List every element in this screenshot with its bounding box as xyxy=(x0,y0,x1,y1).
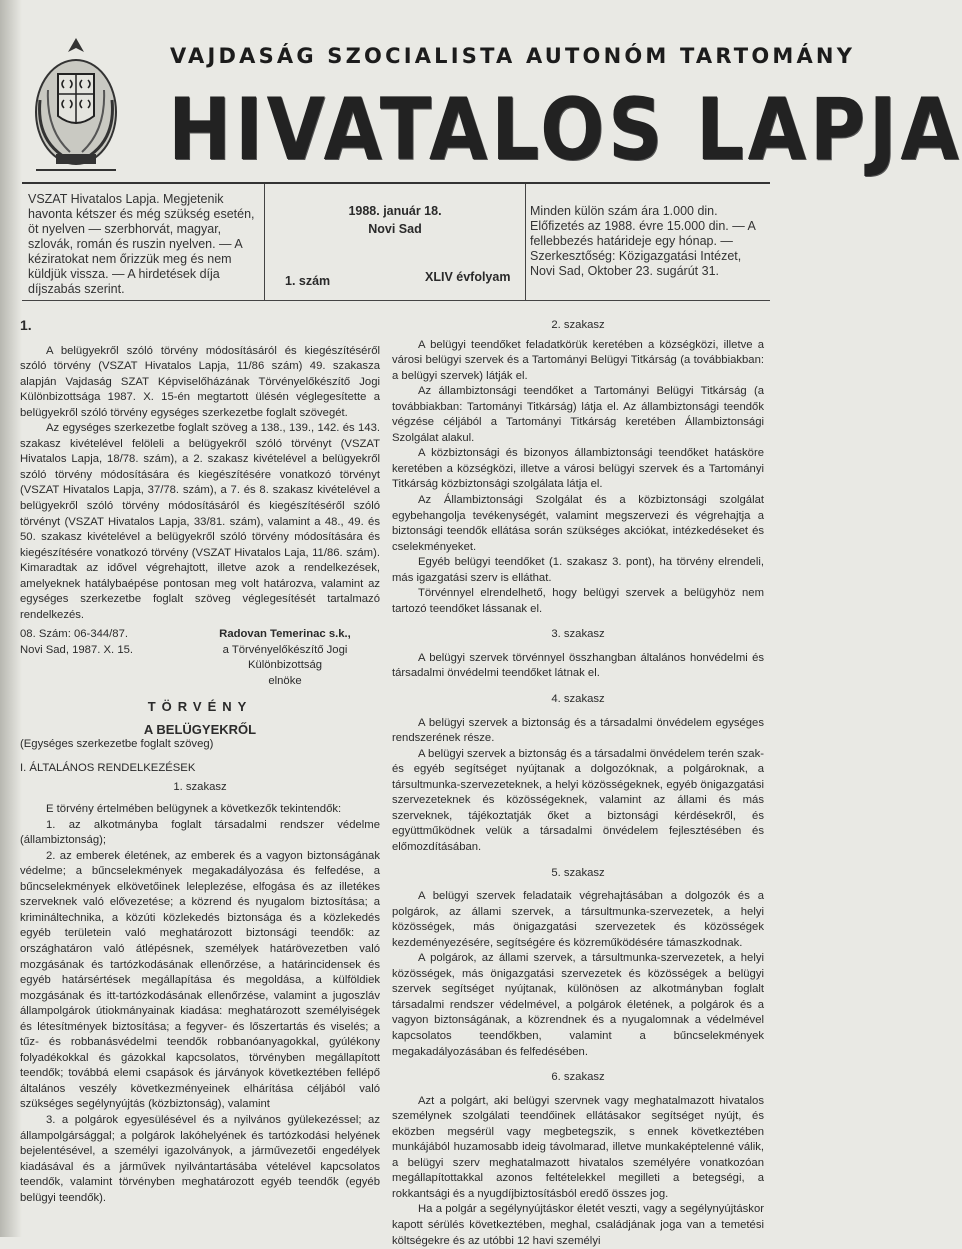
chapter-title: I. ÁLTALÁNOS RENDELKEZÉSEK xyxy=(20,761,196,774)
section-title: 4. szakasz xyxy=(551,693,605,706)
law-subject: A BELÜGYEKRŐL xyxy=(143,722,257,738)
signer-role: Különbizottság xyxy=(247,659,323,672)
reference xyxy=(20,627,133,658)
section-paragraph: Egyéb belügyi teendőket (1. szakasz 3. pont), ha törvény elrendeli, más igazgatási szerv is elláthat. xyxy=(392,556,764,584)
section-paragraph: A belügyi szervek feladataik végrehajtásában a dolgozók és a polgárok, az állami szervek, a társultmunka-szervezetek, a helyi közösségek, más önigazgatási szervezetek és közösségek kezdeményezésére, segítségére és közreműködésére támaszkodnak. xyxy=(392,890,764,949)
reference-place-date: Novi Sad, 1987. X. 15. xyxy=(20,643,134,656)
right-column xyxy=(392,318,764,1249)
section-paragraph: A belügyi szervek a biztonság és a társadalmi önvédelem egységes rendszerének része. xyxy=(392,716,764,745)
section-title: 3. szakasz xyxy=(551,628,605,641)
section-list-item: 1. az alkotmányba foglalt társadalmi rendszer védelme (állambiztonság); xyxy=(20,818,380,847)
section-list-item: 3. a polgárok egyesülésével és a nyilvános gyülekezéssel; az állampolgársággal; a polgárok lakóhelyének és tartózkodási helyének bejelentésével, a személyi igazolványok, a járművezetői engedélyek kiadásával és a járművek nyilvántartásába vételével kapcsolatos teendők, valamint törvényben meghatározott egyéb teendők (egyéb belügyi teendők). xyxy=(20,1113,380,1204)
section-list-item: 2. az emberek életének, az emberek és a vagyon biztonságának védelme; a bűncselekmények megakadályozása és felfedése, a bűncselekmények elkövetőinek leleplezése, elfogása és az illetékes szerveknek való elővezetése; a közrend és nyugalom biztosítása; a krimináltechnika, a közúti közlekedés biztonsága és a közlekedés egyéb területein való meghatározott biztonsági teendők: az országhatáron való átlépésnek, személyek határövezetben való mozgásának és tartózkodásának ellenőrzése, a határincidensek és egyéb határsértések megállapítása és megoldása, a külföldiek mozgásának és itt-tartózkodásának ellenőrzése, valamint a jugoszláv állampolgárok útiokmányainak kiadása: meghatározott személyiségek és létesítmények biztosítása; a fegyver- és lőszertartás és viselés; a tűz- és robbanásvédelmi teendők robbanóanyagokkal, gyúlékony folyadékokkal és gázokkal kapcsolatos, törvényben megállapított teendők; továbbá elemi csapások és járványok következtében fellépő általános veszély következményeinek elhárítása céljából való szükséges segélynyújtás (közbiztonság), valamint xyxy=(20,849,380,1111)
section-paragraph: Azt a polgárt, aki belügyi szervnek vagy meghatalmazott hivatalos személynek szolgálati teendőinek ellátásakor segítséget nyújt, és eközben megsérül vagy megbetegszik, s ennek következtében munkájából huzamosabb ideig távolmarad, illetve munkaképtelenné válik, a belügyi szerv meghatalmazott hivatalos személyére vonatkozóan megállapítottakkal azonos feltételekkel megilleti a betegségi, a rokkantsági és a nyugdíjbiztosításból eredő összes jog. xyxy=(392,1094,764,1200)
issue-number: 1. szám xyxy=(285,274,331,288)
section-paragraph: A közbiztonsági és bizonyos állambiztonsági teendőket hatásköre keretében a községközi, illetve a városi belügyi szervek és a Tartományi Titkárság közbiztonsági szolgálata látja el. xyxy=(392,447,764,491)
section-title: 6. szakasz xyxy=(551,1071,605,1084)
section-paragraph: A polgárok, az állami szervek, a társultmunka-szervezetek, a helyi közösségek, más önigazgatási szervezetek és közösségek a belügyi szervek segítséget nyújtanak, különösen az alkotmányban foglalt társadalmi rendszer védelmével, a polgárok életének, a polgárok és a vagyon biztonságának, a közrendnek és a nyugalomnak a védelmével kapcsolatos teendőkben, valamint a bűncselekmények megakadályozásában és felfedésében. xyxy=(392,952,764,1058)
section-paragraph: E törvény értelmében belügynek a következők tekintendők: xyxy=(46,803,342,816)
item-number: 1. xyxy=(20,317,32,333)
publication-notice: VSZAT Hivatalos Lapja. Megjetenik havonta kétszer és még szükség esetén, öt nyelven — szerbhorvát, magyar, szlovák, román és ruszin nyelven. — A kéziratokat nem őrizzük meg és nem küldjük vissza. — A hirdetések díja díjszabás szerint. xyxy=(28,192,255,296)
masthead-title: HIVATALOS LAPJA xyxy=(168,80,962,180)
reference-number: 08. Szám: 06-344/87. xyxy=(20,628,129,641)
signer-role: a Törvényelőkészítő Jogi xyxy=(222,643,348,656)
section-paragraph: Az állambiztonsági teendőket a Tartományi Belügyi Titkárság (a továbbiakban: Tartományi Titkárság) látja el. Az állambiztonsági teendők végzése céljából a Tartományi Titkárság keretében Állambiztonsági Szolgálat alakul. xyxy=(392,385,764,444)
signature-block xyxy=(20,627,380,691)
coat-of-arms-emblem-icon xyxy=(26,30,126,180)
intro-paragraph: A belügyekről szóló törvény módosításáról és kiegészítéséről szóló törvény (VSZAT Hivatalos Lapja, 11/86 szám) 49. szakasza alapján Vajdaság SZAT Képviselőházának Törvényelőkészítő Jogi Különbizottsága 1987. X. 15-én megtartott ülésén véglegesítette a belügyekről szóló törvény egységes szerkezetbe foglalt szövegét. xyxy=(20,344,380,419)
section-title: 2. szakasz xyxy=(551,319,605,331)
issue-volume: XLIV évfolyam xyxy=(425,270,511,284)
section-paragraph: Törvénnyel elrendelhető, hogy belügyi szervek a belügyhöz nem tartozó teendőket lássanak el. xyxy=(392,587,764,615)
infobox-rule xyxy=(22,300,770,301)
signer xyxy=(190,627,380,689)
left-column xyxy=(20,318,380,1206)
section-title: 1. szakasz xyxy=(173,781,227,794)
binding-shadow xyxy=(0,0,22,1237)
issue-info-box xyxy=(22,184,770,300)
section-paragraph: A belügyi teendőket feladatkörük keretében a községközi, illetve a városi belügyi szervek és a Tartományi Belügyi Titkárság (a továbbiakban: a belügyi szervek) látják el. xyxy=(392,338,764,382)
section-title: 5. szakasz xyxy=(551,866,605,879)
section-paragraph: A belügyi szervek törvénnyel összhangban általános honvédelmi és társadalmi önvédelmi teendőket látnak el. xyxy=(392,651,764,680)
law-heading: TÖRVÉNY xyxy=(147,699,253,715)
section-paragraph: Az Állambiztonsági Szolgálat és a közbiztonsági szolgálat egybehangolja tevékenységét, valamint megszervezi és végrehajtja a biztonsági teendők ellátása során szükséges akciókat, intézkedéseket és cselekményeket. xyxy=(392,494,764,553)
issue-place: Novi Sad xyxy=(368,222,422,236)
section-paragraph: Ha a polgár a segélynyújtáskor életét veszti, vagy a segélynyújtáskor kapott sérülés következtében, meghal, családjának joga van a temetési költségekre és az utóbbi 12 havi személyi xyxy=(392,1203,764,1247)
issue-details xyxy=(265,184,525,300)
infobox-divider xyxy=(525,184,526,300)
masthead-supertitle: VAJDASÁG SZOCIALISTA AUTONÓM TARTOMÁNY xyxy=(170,44,856,68)
law-note: (Egységes szerkezetbe foglalt szöveg) xyxy=(20,738,214,751)
pricing-notice: Minden külön szám ára 1.000 din. Előfizetés az 1988. évre 15.000 din. — A fellebbezés határideje egy hónap. — Szerkesztőség: Közigazgatási Intézet, Novi Sad, Oktober 23. sugárút 31. xyxy=(530,204,756,278)
intro-paragraph: Az egységes szerkezetbe foglalt szöveg a 138., 139., 142. és 143. szakasz kivételével felöleli a belügyekről szóló törvényt (VSZAT Hivatalos Lapja, 18/78. szám), a 2. szakasz kivételével a belügyekről szóló törvény módosítására és kiegészítésére vonatkozó törvényt (VSZAT Hivatalos Lapja, 37/78. szám), a 7. és 8. szakasz kivételével a belügyekről szóló törvény módosításáról és kiegészítéséről szóló törvényt (VSZAT Hivatalos Lapja, 33/81. szám), valamint a 48., 49. és 50. szakasz kivételével a belügyekről szóló törvény módosítására és kiegészítésére vonatkozó törvény (VSZAT Hivatalos Laja, 11/86. szám). Kimaradtak az idővel végrehajtott, illetve azok a rendelkezések, amelyeknek hatálybaépése pontosan meg volt határozva, valamint az egységes szerkezetbe foglalt szöveg véglegesítését tartalmazó rendelkezés. xyxy=(20,422,380,621)
issue-date: 1988. január 18. xyxy=(348,204,442,218)
section-paragraph: A belügyi szervek a biztonság és a társadalmi önvédelem terén szak- és egyéb segítséget nyújtanak a dolgozóknak, a polgároknak, a társultmunka-szervezeteknek, a helyi közösségeknek, egyéb önigazgatási szervezeteknek és közösségeknek, valamint az állami és más szerveknek, tájékoztatják őket a biztonsági kérdésekről, és együttműködnek velük a társadalmi önvédelem fejlesztésében és előmozdításában. xyxy=(392,747,764,853)
signer-role: elnöke xyxy=(268,675,302,688)
signer-name: Radovan Temerinac s.k., xyxy=(219,628,351,641)
